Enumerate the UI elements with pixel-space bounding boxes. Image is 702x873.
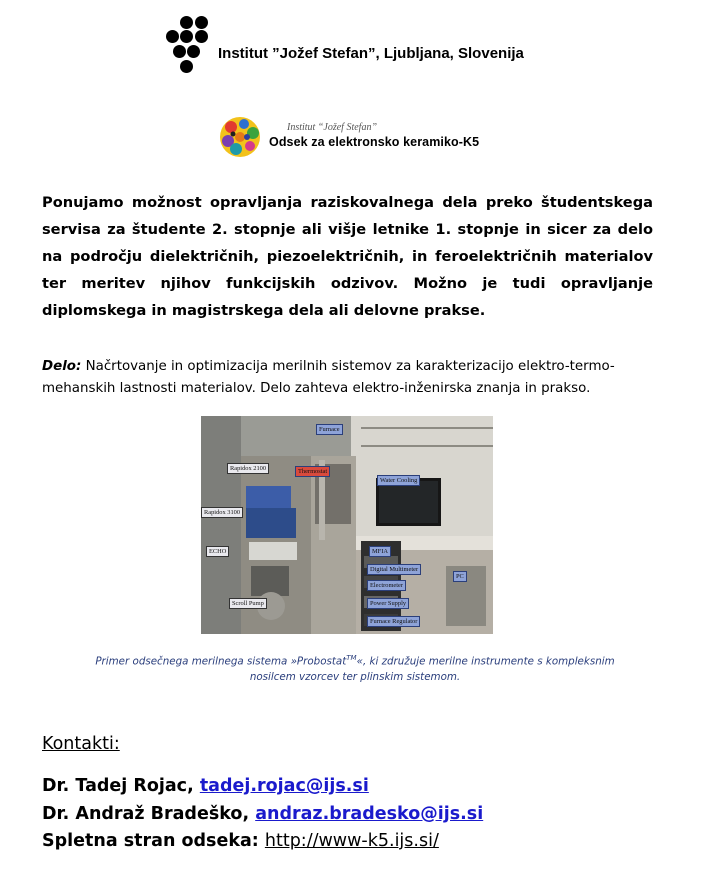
contact-bradesko-email-link[interactable]: andraz.bradesko@ijs.si [255, 804, 484, 824]
label-digital-multimeter: Digital Multimeter [367, 564, 421, 575]
institute-header [166, 16, 546, 78]
label-rapidox-3100: Rapidox 3100 [201, 507, 243, 518]
contact-bradesko: Dr. Andraž Bradeško, andraz.bradesko@ijs.si [42, 804, 484, 824]
label-power-supply: Power Supply [367, 598, 409, 609]
label-mfia: MFIA [369, 546, 391, 557]
intro-paragraph: Ponujamo možnost opravljanja raziskovalnega dela preko študentskega servisa za študente 2. stopnje ali višje letnike 1. stopnje in sicer za delo na področju dielektričnih, piezoelektričnih, in feroelektričnih materialov ter meritev njihov funkcijskih odzivov. Možno je tudi opravljanje diplomskega in magistrskega dela ali delovne prakse. [42, 194, 653, 319]
label-water-cooling: Water Cooling [377, 475, 420, 486]
caption-text-end: «, ki združuje merilne instrumente s kompleksnim nosilcem vzorcev ter plinskim sistemom. [249, 655, 615, 684]
k5-ball-icon [219, 116, 261, 158]
caption-text-start: Primer odsečnega merilnega sistema »Probostat [95, 655, 347, 668]
work-text: Načrtovanje in optimizacija merilnih sistemov za karakterizacijo elektro-termo-mehanskih lastnosti materialov. Delo zahteva elektro-inženirska znanja in prakso. [42, 359, 615, 396]
label-pc: PC [453, 571, 467, 582]
website-link[interactable]: http://www-k5.ijs.si/ [264, 831, 439, 851]
caption-trademark: TM [346, 654, 357, 662]
label-scroll-pump: Scroll Pump [229, 598, 267, 609]
institute-title: Institut ”Jožef Stefan”, Ljubljana, Slovenija [218, 45, 524, 62]
work-label: Delo: [42, 359, 82, 374]
label-rapidox-2100: Rapidox 2100 [227, 463, 269, 474]
label-electrometer: Electrometer [367, 580, 406, 591]
contact-website [42, 831, 439, 851]
department-logo [219, 116, 499, 162]
website-label: Spletna stran odseka: [42, 831, 259, 851]
label-echo: ECHO [206, 546, 229, 557]
photo-caption [90, 650, 620, 685]
label-thermostat: Thermostat [295, 466, 330, 477]
department-institute-text: Institut “Jožef Stefan” [287, 122, 377, 133]
lab-photo [201, 416, 493, 634]
contacts-heading: Kontakti: [42, 734, 120, 754]
label-furnace: Furnace [316, 424, 343, 435]
label-furnace-regulator: Furnace Regulator [367, 616, 420, 627]
contact-rojac-name: Dr. Tadej Rojac [42, 776, 188, 796]
contact-rojac-email-link[interactable]: tadej.rojac@ijs.si [199, 776, 369, 796]
ijs-logo-icon [166, 16, 216, 76]
contact-rojac: Dr. Tadej Rojac, tadej.rojac@ijs.si [42, 776, 369, 796]
department-name: Odsek za elektronsko keramiko-K5 [269, 135, 480, 149]
contact-bradesko-name: Dr. Andraž Bradeško [42, 804, 243, 824]
work-paragraph [42, 356, 662, 400]
